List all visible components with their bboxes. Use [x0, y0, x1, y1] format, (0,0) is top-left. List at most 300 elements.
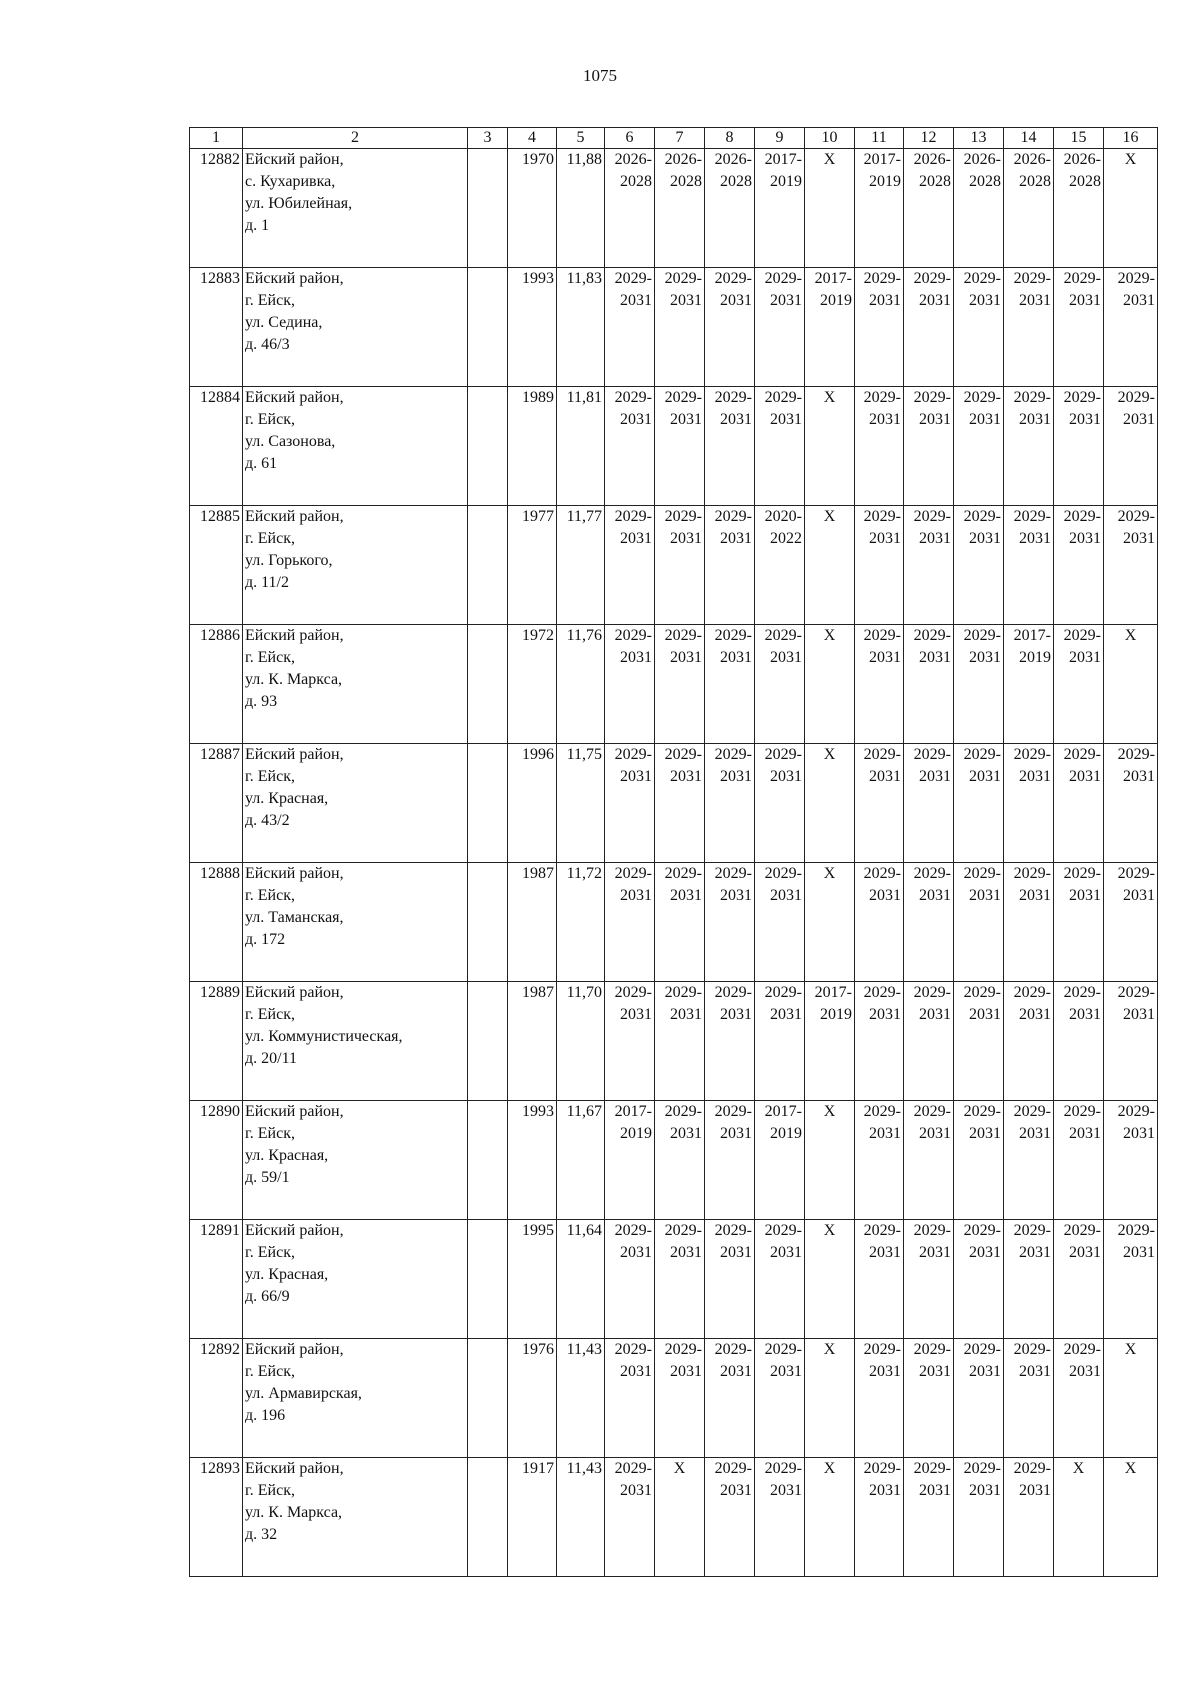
- table-row: [190, 982, 1158, 1101]
- period-text: 2029-: [1117, 508, 1155, 525]
- period-cell-col11: [855, 625, 904, 744]
- period-text: 2031: [869, 768, 901, 785]
- period-text: 2026-: [614, 151, 652, 168]
- period-cell-col9: [755, 863, 805, 982]
- period-cell-col7: [655, 863, 705, 982]
- period-text: 2029-: [1063, 865, 1101, 882]
- period-cell-col12: [904, 1101, 954, 1220]
- address-cell: [243, 744, 468, 863]
- period-text: 2029-: [913, 627, 951, 644]
- period-text: 2031: [770, 1363, 802, 1380]
- period-cell-col11: [855, 1220, 904, 1339]
- period-text: 2028: [1019, 173, 1051, 190]
- period-text: 2031: [869, 887, 901, 904]
- period-text: 2029-: [913, 389, 951, 406]
- address-line: ул. Таманская,: [245, 909, 344, 926]
- period-text: 2029-: [1013, 1341, 1051, 1358]
- period-text: 2028: [1069, 173, 1101, 190]
- period-cell-col16: [1104, 982, 1158, 1101]
- period-text: 2029-: [764, 984, 802, 1001]
- period-cell-col15: [1054, 744, 1104, 863]
- period-text: Х: [823, 508, 836, 525]
- period-text: 2031: [1019, 1244, 1051, 1261]
- period-text: 2031: [919, 1363, 951, 1380]
- period-text: 2029-: [1013, 1460, 1051, 1477]
- period-cell-col7: [655, 387, 705, 506]
- period-cell-col14: [1004, 744, 1054, 863]
- period-cell-col6: [605, 1101, 655, 1220]
- row-number: 12885: [190, 506, 243, 625]
- value-cell: 11,67: [557, 1101, 605, 1220]
- column-3-cell: [468, 1101, 508, 1220]
- period-text: 2029-: [714, 746, 752, 763]
- period-text: 2031: [869, 1363, 901, 1380]
- period-cell-col13: [954, 982, 1004, 1101]
- period-text: 2026-: [1063, 151, 1101, 168]
- period-text: 2031: [620, 649, 652, 666]
- period-cell-col12: [904, 268, 954, 387]
- period-cell-col7: [655, 149, 705, 268]
- period-text: 2031: [869, 411, 901, 428]
- period-text: 2031: [919, 1244, 951, 1261]
- period-text: 2029-: [963, 1222, 1001, 1239]
- period-text: 2031: [1019, 1363, 1051, 1380]
- period-text: 2029-: [614, 746, 652, 763]
- period-cell-col13: [954, 863, 1004, 982]
- period-cell-col13: [954, 744, 1004, 863]
- column-3-cell: [468, 625, 508, 744]
- period-cell-col15: [1054, 1339, 1104, 1458]
- period-text: 2029-: [664, 746, 702, 763]
- period-text: 2029-: [764, 389, 802, 406]
- period-cell-col9: [755, 1101, 805, 1220]
- period-text: 2029-: [1063, 1341, 1101, 1358]
- period-cell-col14: [1004, 625, 1054, 744]
- period-text: 2031: [969, 1006, 1001, 1023]
- period-text: 2031: [770, 649, 802, 666]
- period-text: 2031: [770, 887, 802, 904]
- column-header-16: 16: [1104, 128, 1158, 149]
- table-row: [190, 625, 1158, 744]
- period-text: 2026-: [913, 151, 951, 168]
- column-header-3: 3: [468, 128, 508, 149]
- period-text: 2031: [1123, 530, 1155, 547]
- address-line: Ейский район,: [245, 865, 344, 882]
- period-text: 2031: [770, 1006, 802, 1023]
- period-text: 2017-: [1013, 627, 1051, 644]
- period-cell-col13: [954, 506, 1004, 625]
- header-row: [190, 128, 1158, 149]
- row-number: 12882: [190, 149, 243, 268]
- period-cell-col15: [1054, 268, 1104, 387]
- period-cell-col16: [1104, 506, 1158, 625]
- period-text: 2029-: [764, 1460, 802, 1477]
- address-line: г. Ейск,: [245, 1363, 295, 1380]
- period-cell-col10: [805, 149, 855, 268]
- period-text: 2031: [620, 1006, 652, 1023]
- period-text: 2029-: [913, 270, 951, 287]
- column-header-12: 12: [904, 128, 954, 149]
- period-text: Х: [823, 389, 836, 406]
- period-text: 2029-: [1063, 389, 1101, 406]
- period-cell-col13: [954, 625, 1004, 744]
- period-text: 2031: [1123, 1125, 1155, 1142]
- period-cell-col14: [1004, 982, 1054, 1101]
- period-cell-col7: [655, 1339, 705, 1458]
- table-row: [190, 1339, 1158, 1458]
- period-text: 2031: [969, 887, 1001, 904]
- value-cell: 11,43: [557, 1339, 605, 1458]
- address-cell: [243, 506, 468, 625]
- value-cell: 11,72: [557, 863, 605, 982]
- column-header-9: 9: [755, 128, 805, 149]
- period-cell-col10: [805, 744, 855, 863]
- period-cell-col9: [755, 625, 805, 744]
- period-text: 2029-: [614, 389, 652, 406]
- period-cell-col14: [1004, 506, 1054, 625]
- period-text: 2029-: [963, 865, 1001, 882]
- period-text: 2029-: [664, 1103, 702, 1120]
- period-text: 2031: [1069, 1125, 1101, 1142]
- period-cell-col7: [655, 744, 705, 863]
- address-cell: [243, 982, 468, 1101]
- period-cell-col10: [805, 1101, 855, 1220]
- period-text: 2017-: [863, 151, 901, 168]
- period-cell-col6: [605, 863, 655, 982]
- address-line: Ейский район,: [245, 270, 344, 287]
- address-cell: [243, 387, 468, 506]
- period-text: 2031: [720, 530, 752, 547]
- period-text: 2029-: [913, 1341, 951, 1358]
- period-text: 2031: [720, 1006, 752, 1023]
- period-cell-col16: [1104, 268, 1158, 387]
- period-text: 2031: [720, 292, 752, 309]
- period-cell-col12: [904, 1458, 954, 1577]
- table-row: [190, 387, 1158, 506]
- period-text: 2031: [1019, 292, 1051, 309]
- period-text: 2031: [1123, 887, 1155, 904]
- address-line: г. Ейск,: [245, 1244, 295, 1261]
- period-cell-col9: [755, 506, 805, 625]
- column-3-cell: [468, 982, 508, 1101]
- period-cell-col9: [755, 1220, 805, 1339]
- period-text: Х: [823, 1222, 836, 1239]
- period-text: 2031: [670, 887, 702, 904]
- period-cell-col8: [705, 744, 755, 863]
- period-text: 2029-: [714, 1460, 752, 1477]
- period-text: 2031: [1069, 887, 1101, 904]
- address-line: Ейский район,: [245, 1103, 344, 1120]
- period-text: 2031: [1019, 887, 1051, 904]
- period-text: 2029-: [664, 508, 702, 525]
- period-cell-col16: [1104, 1101, 1158, 1220]
- period-cell-col6: [605, 1220, 655, 1339]
- period-cell-col15: [1054, 1220, 1104, 1339]
- period-text: 2026-: [1013, 151, 1051, 168]
- period-text: 2029-: [913, 865, 951, 882]
- period-text: 2031: [969, 530, 1001, 547]
- period-text: 2017-: [764, 1103, 802, 1120]
- period-text: 2029-: [614, 270, 652, 287]
- period-text: Х: [823, 865, 836, 882]
- period-cell-col14: [1004, 268, 1054, 387]
- table-row: [190, 1458, 1158, 1577]
- period-cell-col13: [954, 1458, 1004, 1577]
- address-cell: [243, 1458, 468, 1577]
- column-3-cell: [468, 744, 508, 863]
- period-text: 2029-: [714, 865, 752, 882]
- row-number: 12889: [190, 982, 243, 1101]
- address-line: ул. Коммунистическая,: [245, 1028, 403, 1045]
- period-text: 2029-: [714, 984, 752, 1001]
- year-cell: 1972: [508, 625, 557, 744]
- period-cell-col15: [1054, 863, 1104, 982]
- period-text: 2029-: [1063, 746, 1101, 763]
- address-line: г. Ейск,: [245, 1482, 295, 1499]
- period-text: 2031: [670, 1006, 702, 1023]
- period-text: Х: [823, 1103, 836, 1120]
- period-cell-col16: [1104, 863, 1158, 982]
- period-text: 2028: [919, 173, 951, 190]
- period-text: Х: [1124, 151, 1137, 168]
- row-number: 12887: [190, 744, 243, 863]
- period-text: 2029-: [863, 1341, 901, 1358]
- period-text: 2031: [1019, 1482, 1051, 1499]
- period-text: 2029-: [913, 1103, 951, 1120]
- period-cell-col8: [705, 625, 755, 744]
- period-text: 2031: [919, 292, 951, 309]
- value-cell: 11,76: [557, 625, 605, 744]
- period-text: 2017-: [614, 1103, 652, 1120]
- period-text: 2029-: [1013, 1222, 1051, 1239]
- column-header-5: 5: [557, 128, 605, 149]
- period-cell-col13: [954, 387, 1004, 506]
- period-text: 2019: [770, 173, 802, 190]
- period-text: 2029-: [963, 508, 1001, 525]
- period-text: 2029-: [714, 508, 752, 525]
- address-line: д. 66/9: [245, 1288, 290, 1305]
- period-text: Х: [1124, 1341, 1137, 1358]
- period-cell-col15: [1054, 1458, 1104, 1577]
- period-cell-col12: [904, 1339, 954, 1458]
- period-cell-col9: [755, 982, 805, 1101]
- period-text: 2031: [1019, 1125, 1051, 1142]
- period-text: 2031: [670, 292, 702, 309]
- period-text: 2029-: [764, 1341, 802, 1358]
- period-cell-col12: [904, 863, 954, 982]
- period-text: 2017-: [814, 984, 852, 1001]
- address-line: ул. Красная,: [245, 1266, 329, 1283]
- period-text: 2031: [919, 887, 951, 904]
- period-cell-col10: [805, 268, 855, 387]
- period-text: 2020-: [764, 508, 802, 525]
- period-cell-col6: [605, 1339, 655, 1458]
- period-cell-col15: [1054, 625, 1104, 744]
- period-text: 2029-: [714, 270, 752, 287]
- column-3-cell: [468, 863, 508, 982]
- period-text: 2031: [919, 1125, 951, 1142]
- period-text: 2029-: [764, 270, 802, 287]
- period-text: 2031: [969, 411, 1001, 428]
- period-cell-col16: [1104, 149, 1158, 268]
- period-text: 2029-: [764, 865, 802, 882]
- address-line: Ейский район,: [245, 746, 344, 763]
- period-text: 2029-: [963, 746, 1001, 763]
- period-cell-col12: [904, 387, 954, 506]
- period-text: 2029-: [1117, 746, 1155, 763]
- period-cell-col10: [805, 1458, 855, 1577]
- period-cell-col16: [1104, 744, 1158, 863]
- period-cell-col11: [855, 387, 904, 506]
- address-cell: [243, 863, 468, 982]
- period-text: 2031: [670, 530, 702, 547]
- address-line: г. Ейск,: [245, 292, 295, 309]
- period-text: 2031: [770, 1482, 802, 1499]
- column-header-2: 2: [243, 128, 468, 149]
- year-cell: 1993: [508, 1101, 557, 1220]
- period-cell-col13: [954, 1220, 1004, 1339]
- period-text: 2029-: [1063, 984, 1101, 1001]
- column-header-14: 14: [1004, 128, 1054, 149]
- period-cell-col14: [1004, 149, 1054, 268]
- period-text: 2031: [770, 1244, 802, 1261]
- period-text: 2031: [969, 1482, 1001, 1499]
- period-text: 2019: [1019, 649, 1051, 666]
- address-line: с. Кухаривка,: [245, 173, 336, 190]
- period-cell-col11: [855, 1339, 904, 1458]
- period-cell-col8: [705, 1220, 755, 1339]
- column-3-cell: [468, 1220, 508, 1339]
- address-line: г. Ейск,: [245, 887, 295, 904]
- column-header-11: 11: [855, 128, 904, 149]
- period-cell-col10: [805, 506, 855, 625]
- period-text: Х: [1124, 627, 1137, 644]
- table-row: [190, 1101, 1158, 1220]
- address-line: д. 32: [245, 1526, 278, 1543]
- period-text: 2031: [1019, 530, 1051, 547]
- period-cell-col12: [904, 149, 954, 268]
- period-text: 2031: [869, 530, 901, 547]
- period-cell-col9: [755, 268, 805, 387]
- row-number: 12884: [190, 387, 243, 506]
- period-text: 2029-: [963, 627, 1001, 644]
- address-line: ул. Сазонова,: [245, 433, 336, 450]
- value-cell: 11,70: [557, 982, 605, 1101]
- period-text: 2031: [1123, 1006, 1155, 1023]
- period-text: 2026-: [714, 151, 752, 168]
- table-row: [190, 149, 1158, 268]
- period-text: 2031: [969, 649, 1001, 666]
- period-text: 2029-: [1063, 508, 1101, 525]
- period-text: 2031: [919, 411, 951, 428]
- period-text: 2029-: [1013, 746, 1051, 763]
- period-cell-col12: [904, 506, 954, 625]
- period-cell-col9: [755, 387, 805, 506]
- period-cell-col7: [655, 625, 705, 744]
- period-cell-col6: [605, 268, 655, 387]
- year-cell: 1976: [508, 1339, 557, 1458]
- period-cell-col8: [705, 982, 755, 1101]
- period-text: 2019: [820, 292, 852, 309]
- address-cell: [243, 625, 468, 744]
- period-text: 2029-: [614, 1222, 652, 1239]
- year-cell: 1989: [508, 387, 557, 506]
- period-text: 2029-: [913, 984, 951, 1001]
- period-cell-col11: [855, 1101, 904, 1220]
- period-text: 2031: [969, 1363, 1001, 1380]
- period-cell-col12: [904, 982, 954, 1101]
- period-text: 2029-: [863, 984, 901, 1001]
- period-text: 2028: [969, 173, 1001, 190]
- period-text: 2031: [670, 1125, 702, 1142]
- registry-table: [189, 127, 1158, 1577]
- row-number: 12890: [190, 1101, 243, 1220]
- period-cell-col9: [755, 1458, 805, 1577]
- address-line: Ейский район,: [245, 151, 344, 168]
- value-cell: 11,75: [557, 744, 605, 863]
- column-header-13: 13: [954, 128, 1004, 149]
- period-text: 2028: [720, 173, 752, 190]
- period-text: 2031: [670, 649, 702, 666]
- period-text: 2029-: [664, 865, 702, 882]
- period-text: 2019: [820, 1006, 852, 1023]
- period-text: 2029-: [1013, 389, 1051, 406]
- row-number: 12891: [190, 1220, 243, 1339]
- period-text: 2029-: [1063, 627, 1101, 644]
- period-text: 2031: [720, 1363, 752, 1380]
- period-text: Х: [673, 1460, 686, 1477]
- period-text: 2029-: [614, 508, 652, 525]
- period-text: 2031: [1123, 1244, 1155, 1261]
- period-text: 2029-: [1117, 865, 1155, 882]
- period-text: 2029-: [1013, 1103, 1051, 1120]
- period-cell-col6: [605, 744, 655, 863]
- period-text: 2029-: [1013, 508, 1051, 525]
- column-header-10: 10: [805, 128, 855, 149]
- period-text: 2029-: [863, 508, 901, 525]
- period-text: 2029-: [963, 1341, 1001, 1358]
- year-cell: 1987: [508, 863, 557, 982]
- period-text: 2031: [869, 1482, 901, 1499]
- period-text: 2031: [770, 768, 802, 785]
- period-text: 2031: [620, 887, 652, 904]
- period-text: 2031: [1019, 1006, 1051, 1023]
- column-header-15: 15: [1054, 128, 1104, 149]
- period-text: 2029-: [614, 627, 652, 644]
- period-text: 2031: [969, 768, 1001, 785]
- period-text: 2029-: [963, 389, 1001, 406]
- period-text: 2029-: [714, 1103, 752, 1120]
- period-text: 2029-: [913, 508, 951, 525]
- period-cell-col10: [805, 387, 855, 506]
- address-line: г. Ейск,: [245, 768, 295, 785]
- period-text: 2031: [620, 768, 652, 785]
- period-text: Х: [823, 1341, 836, 1358]
- period-text: 2029-: [614, 984, 652, 1001]
- address-line: Ейский район,: [245, 1222, 344, 1239]
- period-text: 2029-: [714, 627, 752, 644]
- period-cell-col12: [904, 744, 954, 863]
- address-line: д. 59/1: [245, 1169, 290, 1186]
- address-line: ул. Армавирская,: [245, 1385, 362, 1402]
- period-cell-col14: [1004, 863, 1054, 982]
- period-text: 2019: [869, 173, 901, 190]
- period-cell-col11: [855, 744, 904, 863]
- period-text: 2029-: [863, 627, 901, 644]
- period-cell-col15: [1054, 982, 1104, 1101]
- period-cell-col11: [855, 268, 904, 387]
- period-cell-col8: [705, 1101, 755, 1220]
